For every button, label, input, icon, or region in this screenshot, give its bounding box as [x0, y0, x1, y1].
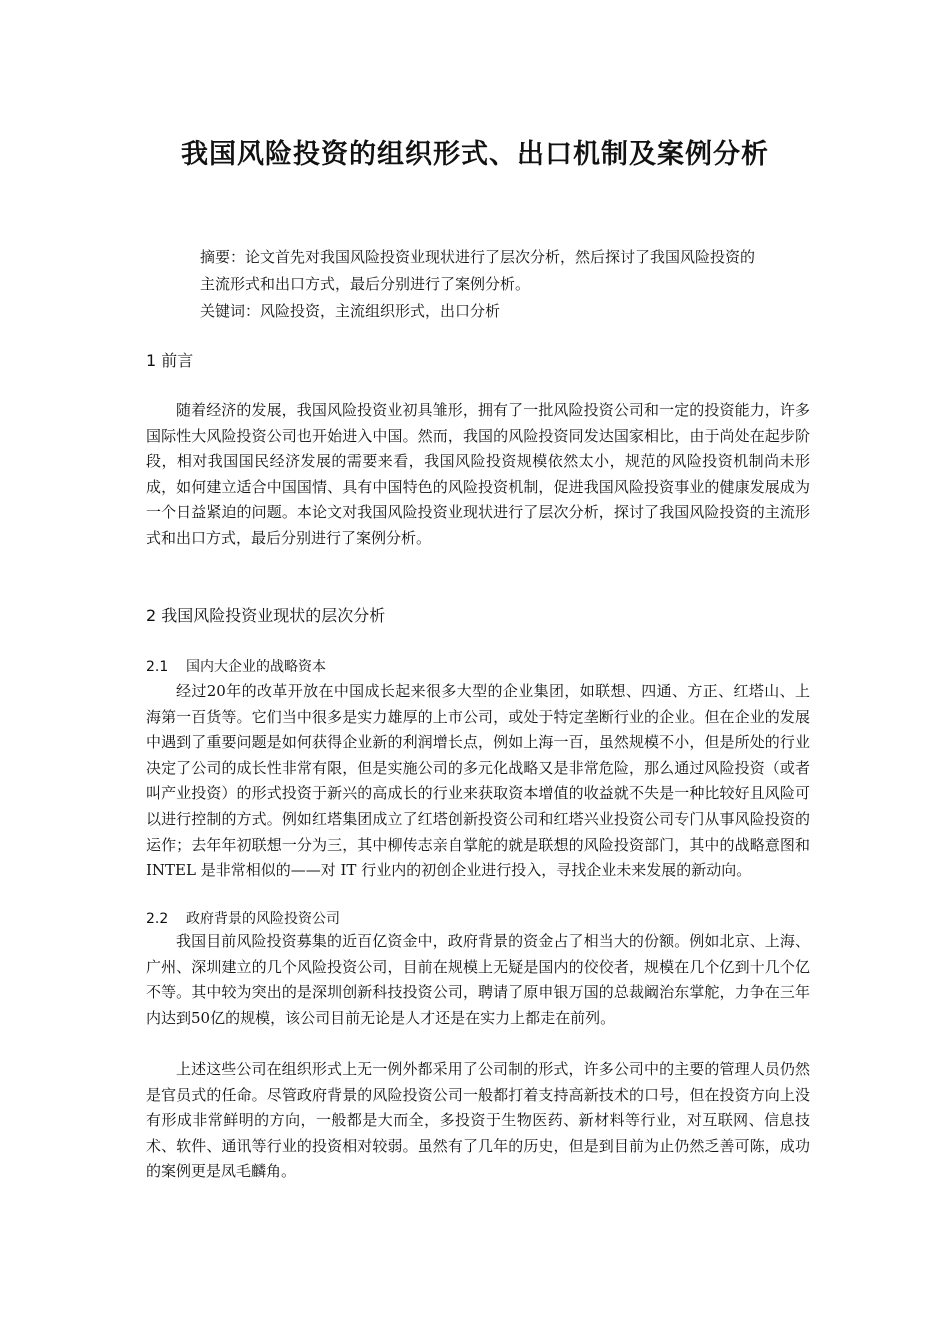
subsection-title: 政府背景的风险投资公司: [186, 911, 340, 927]
subsection-2-2-paragraph-2: 上述这些公司在组织形式上无一例外都采用了公司制的形式，许多公司中的主要的管理人员仍然是官员式的任命。尽管政府背景的风险投资公司一般都打着支持高新技术的口号，但在投资方向上没有形成非常鲜明的方向，一般都是大而全，多投资于生物医药、新材料等行业，对互联网、信息技术、软件、通讯等行业的投资相对较弱。虽然有了几年的历史，但是到目前为止仍然乏善可陈，成功的案例更是凤毛麟角。: [146, 1060, 810, 1181]
subsection-heading-2-2: [146, 908, 340, 928]
abstract-block: [200, 244, 760, 325]
subsection-2-2-paragraph-1: 我国目前风险投资募集的近百亿资金中，政府背景的资金占了相当大的份额。例如北京、上海、广州、深圳建立的几个风险投资公司，目前在规模上无疑是国内的佼佼者，规模在几个亿到十几个亿不等。其中较为突出的是深圳创新科技投资公司，聘请了原申银万国的总裁阚治东掌舵，力争在三年内达到50亿的规模，该公司目前无论是人才还是在实力上都走在前列。: [146, 932, 810, 1027]
keywords-text: 风险投资，主流组织形式，出口分析: [260, 302, 501, 320]
subsection-heading-2-1: [146, 656, 326, 676]
document-title: 我国风险投资的组织形式、出口机制及案例分析: [181, 139, 769, 170]
keywords-label: 关键词：: [200, 302, 261, 320]
subsection-title: 国内大企业的战略资本: [186, 659, 326, 675]
keywords-paragraph: [200, 298, 760, 325]
abstract-label: 摘要：: [200, 248, 246, 266]
section-heading-preface: 1 前言: [146, 351, 194, 370]
preface-paragraph: 随着经济的发展，我国风险投资业初具雏形，拥有了一批风险投资公司和一定的投资能力，许多国际性大风险投资公司也开始进入中国。然而，我国的风险投资同发达国家相比，由于尚处在起步阶段，相对我国国民经济发展的需要来看，我国风险投资规模依然太小，规范的风险投资机制尚未形成，如何建立适合中国国情、具有中国特色的风险投资机制，促进我国风险投资事业的健康发展成为一个日益紧迫的问题。本论文对我国风险投资业现状进行了层次分析，探讨了我国风险投资的主流形式和出口方式，最后分别进行了案例分析。: [146, 401, 810, 547]
section-heading-analysis: 2 我国风险投资业现状的层次分析: [146, 606, 386, 625]
subsection-number: 2.2: [146, 911, 169, 927]
abstract-text: 论文首先对我国风险投资业现状进行了层次分析，然后探讨了我国风险投资的主流形式和出口方式，最后分别进行了案例分析。: [200, 248, 756, 293]
abstract-paragraph: [200, 244, 760, 298]
subsection-2-1-paragraph: 经过20年的改革开放在中国成长起来很多大型的企业集团，如联想、四通、方正、红塔山、上海第一百货等。它们当中很多是实力雄厚的上市公司，或处于特定垄断行业的企业。但在企业的发展中遇到了重要问题是如何获得企业新的利润增长点，例如上海一百，虽然规模不小，但是所处的行业决定了公司的成长性非常有限，但是实施公司的多元化战略又是非常危险，那么通过风险投资（或者叫产业投资）的形式投资于新兴的高成长的行业来获取资本增值的收益就不失是一种比较好且风险可以进行控制的方式。例如红塔集团成立了红塔创新投资公司和红塔兴业投资公司专门从事风险投资的运作；去年年初联想一分为三，其中柳传志亲自掌舵的就是联想的风险投资部门，其中的战略意图和 INTEL 是非常相似的——对 IT 行业内的初创企业进行投入，寻找企业未来发展的新动向。: [146, 682, 810, 880]
subsection-number: 2.1: [146, 659, 169, 675]
